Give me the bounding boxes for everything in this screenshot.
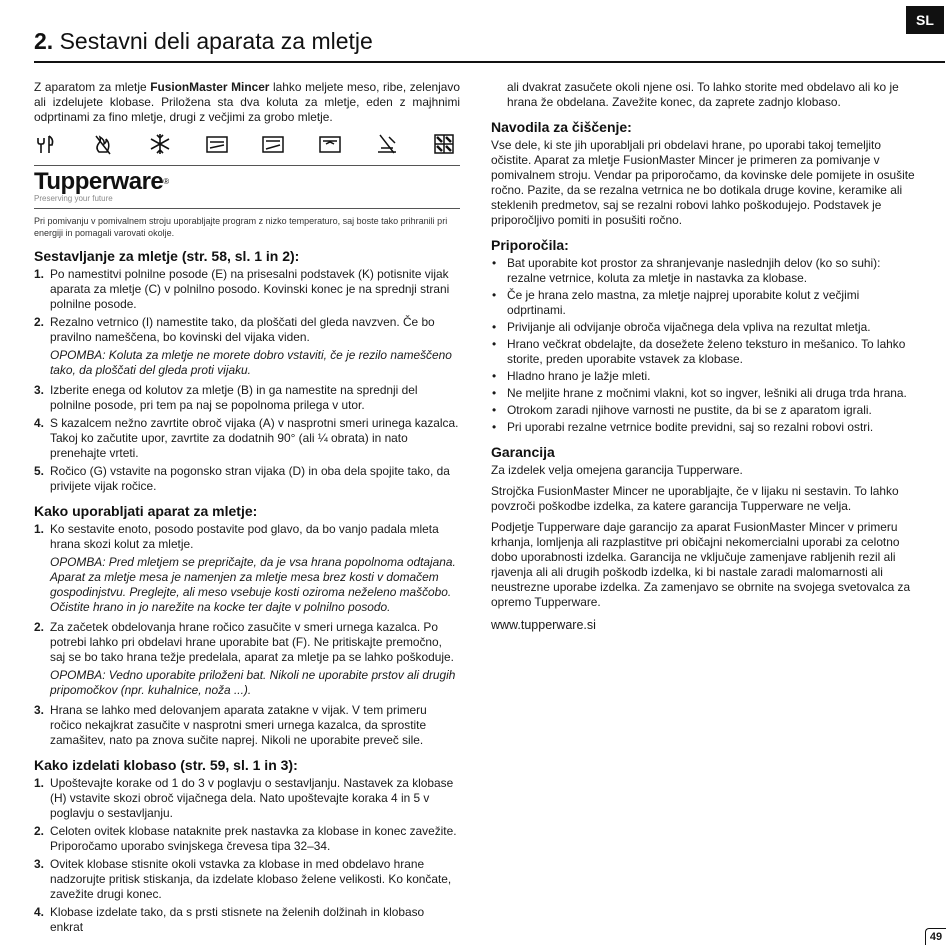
list-item: • Pri uporabi rezalne vetrnice bodite previdni, saj so rezalni robovi ostri.	[491, 420, 919, 435]
freezer-icon	[148, 132, 172, 160]
list-item: 3. Ovitek klobase stisnite okoli vstavka za klobase in med obdelavo hrane nadzorujte pritisk stiskanja, da izdelate klobaso želene velikosti. Ko končate, zavežite drugi konec.	[34, 857, 452, 901]
usage-steps	[34, 522, 460, 552]
sausage-steps	[34, 776, 460, 935]
list-item: 1. Ko sestavite enoto, posodo postavite pod glavo, da bo vanjo padala mleta hrana skozi kolut za mletje.	[34, 522, 439, 551]
registered-mark: ®	[163, 177, 169, 186]
list-item: • Ne meljite hrane z močnimi vlakni, kot so ingver, lešniki ali druga trda hrana.	[491, 386, 919, 401]
intro-paragraph: Z aparatom za mletje FusionMaster Mincer lahko meljete meso, ribe, zelenjavo ali izdelujete klobase. Priložena sta dva koluta za mletje, eden z majhnimi odprtinami za fino mletje, drugi z večjimi za grobo mletje.	[34, 80, 460, 124]
no-oven-icon	[375, 132, 399, 160]
warranty-paragraph-1: Za izdelek velja omejena garancija Tupperware.	[491, 463, 743, 477]
cleaning-text: Vse dele, ki ste jih uporabljali pri obdelavi hrane, po uporabi takoj temeljito očistite. Aparat za mletje FusionMaster Mincer je primeren za pomivanje v pomivalnem stroju. Vendar pa priporočamo, da kovinske dele pomijete in osušite ročno. Pazite, da se rezalna vetrnica ne bo dotikala druge kovine, keramike ali steklenih predmetov, saj se rezalni robovi lahko poškodujejo. Podstavek je priporočljivo pomiti in posušiti ročno.	[491, 138, 915, 227]
brand-divider-top	[34, 165, 460, 166]
section-number: 2.	[34, 28, 54, 54]
right-column	[491, 80, 919, 633]
assembly-steps-cont	[34, 383, 460, 494]
list-item: 3. Izberite enega od kolutov za mletje (B) in ga namestite na sprednji del polnilne posode, pri tem pa naj se popolnoma prilega v utor.	[34, 383, 418, 412]
brand-tagline: Preserving your future	[34, 194, 113, 203]
tips-heading: Priporočila:	[491, 237, 569, 253]
list-item: 5. Ročico (G) vstavite na pogonsko stran vijaka (D) in oba dela spojite tako, da privijete vijak ročice.	[34, 464, 450, 493]
list-item: • Če je hrana zelo mastna, za mletje najprej uporabite kolut z večjimi odprtinami.	[491, 288, 919, 318]
warranty-heading: Garancija	[491, 444, 555, 460]
assembly-heading: Sestavljanje za mletje (str. 58, sl. 1 in 2):	[34, 248, 300, 264]
brand-divider-bottom	[34, 208, 460, 209]
no-microwave-icon	[91, 132, 115, 160]
warranty-paragraph-3: Podjetje Tupperware daje garancijo za aparat FusionMaster Mincer v primeru krhanja, lomljenja ali razplastitve pri običajni nekomercialni uporabi za celotno dobo uporabnosti izdelka. Garancija ne vključuje zamenjave rabljenih rezil ali rjavenja ali ali drugih poškodb izdelka, ki bi nastale zaradi malomarnosti ali neustrezne uporabe izdelka. Za zamenjavo se obrnite na svojega svetovalca za opremo Tupperware.	[491, 520, 911, 609]
website-link[interactable]: www.tupperware.si	[491, 618, 596, 632]
page-number: 49	[925, 928, 946, 945]
list-item: 4. S kazalcem nežno zavrtite obroč vijaka (A) v nasprotni smeri urinega kazalca. Takoj ko začutite upor, zavrtite za dodatnih 90° (ali ¼ obrata) in nato prenehajte vrteti.	[34, 416, 459, 460]
usage-steps-cont	[34, 620, 460, 665]
usage-heading: Kako uporabljati aparat za mletje:	[34, 503, 258, 519]
list-item: 2. Rezalno vetrnico (I) namestite tako, da ploščati del gleda navzven. Če bo pravilno nameščena, bo kovinski del vijaka viden.	[34, 315, 435, 344]
usage-note-2: OPOMBA: Vedno uporabite priloženi bat. Nikoli ne uporabite prstov ali drugih pripomočkov (npr. kuhalnice, noža ...).	[50, 668, 456, 697]
product-name: FusionMaster Mincer	[150, 80, 270, 94]
language-tab: SL	[906, 6, 944, 34]
section-title: Sestavni deli aparata za mletje	[59, 28, 373, 54]
list-item: 1. Upoštevajte korake od 1 do 3 v poglavju o sestavljanju. Nastavek za klobase (H) vstavite skozi obroč vijačnega dela. Nato upoštevajte koraka 4 in 5 v poglavju o sestavljanju.	[34, 776, 454, 820]
title-divider	[34, 61, 945, 63]
list-item: • Otrokom zaradi njihove varnosti ne pustite, da bi se z aparatom igrali.	[491, 403, 919, 418]
cleaning-heading: Navodila za čiščenje:	[491, 119, 632, 135]
page-title	[34, 28, 373, 55]
list-item: • Privijanje ali odvijanje obroča vijačnega dela vpliva na rezultat mletja.	[491, 320, 919, 335]
brand-logo	[34, 170, 460, 204]
assembly-note: OPOMBA: Koluta za mletje ne morete dobro vstaviti, če je rezilo nameščeno tako, da ploščati del gleda proti vijaku.	[50, 348, 452, 377]
list-item: 4. Klobase izdelate tako, da s prsti stisnete na želenih dolžinah in klobaso enkrat	[34, 905, 425, 934]
list-item: • Hladno hrano je lažje mleti.	[491, 369, 919, 384]
assembly-steps	[34, 267, 460, 345]
bottom-rack-icon	[318, 132, 342, 160]
care-icons-row	[34, 133, 460, 159]
usage-note-1: OPOMBA: Pred mletjem se prepričajte, da je vsa hrana popolnoma odtajana. Aparat za mletje mesa je namenjen za mletje mesa brez kosti v domačem gospodinjstvu. Preglejte, ali meso vsebuje kosti oziroma neželeno maščobo. Očistite hrano in jo narežite na kocke ter dajte v polnilno posodo.	[50, 555, 456, 614]
list-item: 3. Hrana se lahko med delovanjem aparata zatakne v vijak. V tem primeru ročico nekajkrat zasučite v nasprotni smeri urnega kazalca, da sprostite zamašitev, nato pa znova sučite naprej. Nikoli ne uporabite preveč sile.	[34, 703, 427, 747]
list-item: • Bat uporabite kot prostor za shranjevanje naslednjih delov (ko so suhi): rezalne vetrnice, koluta za mletje in nastavka za klobase.	[491, 256, 919, 286]
warranty-paragraph-2: Strojčka FusionMaster Mincer ne uporabljajte, če v lijaku ni sestavin. To lahko povzroči poškodbe izdelka, za katere garancija Tupperware ne velja.	[491, 484, 899, 513]
sausage-heading: Kako izdelati klobaso (str. 59, sl. 1 in 3):	[34, 757, 298, 773]
brand-name: Tupperware	[34, 168, 164, 195]
top-rack-icon	[261, 132, 285, 160]
dishwasher-note: Pri pomivanju v pomivalnem stroju uporabljajte program z nizko temperaturo, saj boste tako prihranili pri energiji in pomagali varovati okolje.	[34, 216, 448, 238]
list-item: 1. Po namestitvi polnilne posode (E) na prisesalni podstavek (K) potisnite vijak aparata za mletje (C) v polnilno posodo. Kovinski konec je na sprednji strani polnilne posode.	[34, 267, 450, 311]
list-item: 2. Za začetek obdelovanja hrane ročico zasučite v smeri urnega kazalca. Po potrebi lahko pri obdelavi hrane uporabite bat (F). Ne pritiskajte premočno, saj se bo tako hrana težje predelala, aparat za mletje pa se lahko poškoduje.	[34, 620, 454, 664]
left-column	[34, 80, 460, 938]
usage-steps-cont-2	[34, 703, 460, 748]
list-item: • Hrano večkrat obdelajte, da dosežete želeno teksturo in mešanico. To lahko storite, preden uporabite vstavek za klobase.	[491, 337, 919, 367]
dishwasher-icon	[205, 132, 229, 160]
list-item: 2. Celoten ovitek klobase nataknite prek nastavka za klobase in konec zavežite. Priporočamo uporabo svinjskega črevesa tipa 32–34.	[34, 824, 457, 853]
cutlery-icon	[34, 132, 58, 160]
tips-list	[491, 256, 919, 435]
recycle-grid-icon	[432, 132, 456, 160]
sausage-step-continuation: ali dvakrat zasučete okoli njene osi. To lahko storite med obdelavo ali ko je hrana že obdelana. Zavežite konec, da zaprete zadnjo klobaso.	[507, 80, 899, 109]
